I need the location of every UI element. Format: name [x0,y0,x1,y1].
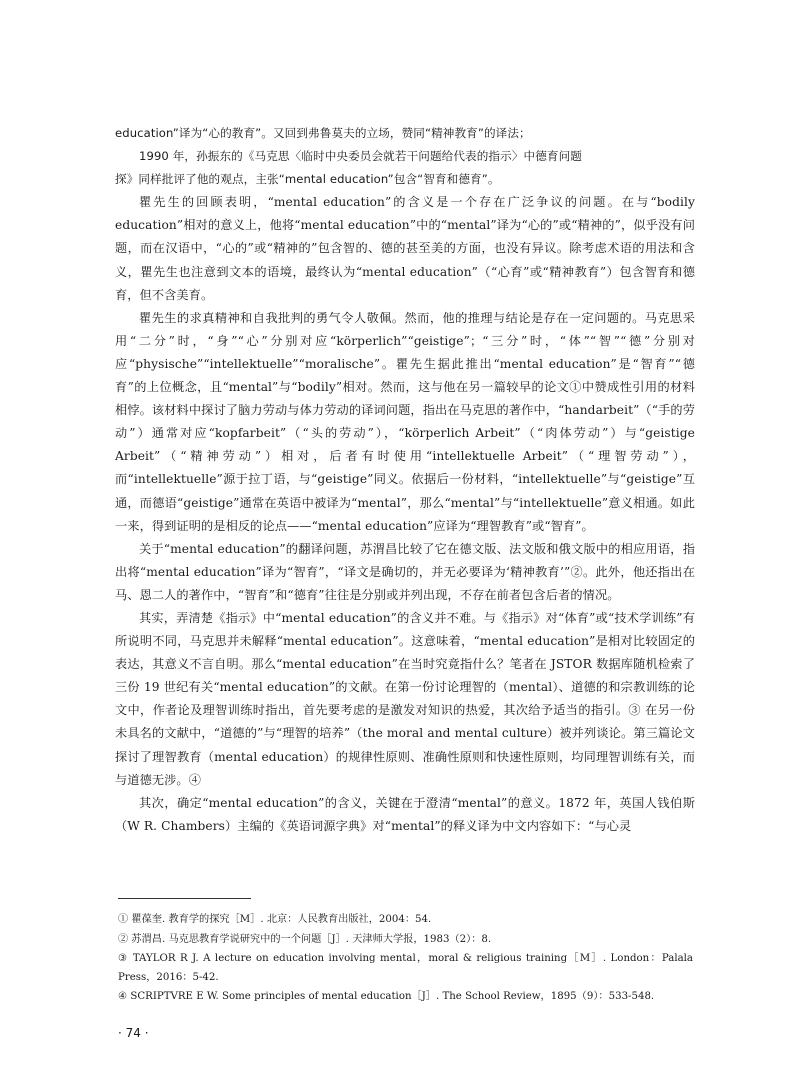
paragraph: 瞿先生的回顾表明，“mental education”的含义是一个存在广泛争议的问题。在与“bodily education”相对的意义上，他将“mental education”中的“mental”译为“心的”或“精神的”，似乎没有问题，而在汉语中，“心的”或“精神的”包含智的、德的甚至美的方面，也没有异议。除考虑术语的用法和含义，瞿先生也注意到文本的语境，最终认为“mental education”（“心育”或“精神教育”）包含智育和德育，但不含美育。 [115,195,695,302]
footnotes [118,898,693,1008]
footnote: ④ SCRIPTVRE E W. Some principles of mental education［J］. The School Review，1895（9）：533-548. [118,991,655,1002]
footnote-divider [118,898,251,899]
footnote: ① 瞿葆奎. 教育学的探究［M］. 北京：人民教育出版社，2004：54. [118,914,432,925]
footnote: ② 苏渭昌. 马克思教育学说研究中的一个问题［J］. 天津师大学报，1983（2）：8. [118,933,492,945]
quote-line: education”译为“心的教育”。又回到弗鲁莫夫的立场，赞同“精神教育”的译法； [115,126,531,140]
quote-line: 1990 年，孙振东的《马克思〈临时中央委员会就若干问题给代表的指示〉中德育问题 [139,149,582,164]
block-quote [115,122,695,191]
paragraph: 其次，确定“mental education”的含义，关键在于澄清“mental”的意义。1872 年，英国人钱伯斯（W R. Chambers）主编的《英语词源字典》对“mental”的释义译为中文内容如下：“与心灵 [115,795,695,833]
footnote: ③ TAYLOR R J. A lecture on education involving mental，moral & religious training［M］. London：Palala Press，2016：5-42. [118,953,693,983]
body-text [115,122,695,838]
quote-line: 探》同样批评了他的观点，主张“mental education”包含“智育和德育”。 [115,172,500,187]
page-number: · 74 · [118,1026,149,1040]
paragraph: 瞿先生的求真精神和自我批判的勇气令人敬佩。然而，他的推理与结论是存在一定问题的。马克思采用“二分”时，“身”“心”分别对应“körperlich”“geistige”；“三分”时，“体”“智”“德”分别对应“physische”“intellektuelle”“moralische”。瞿先生据此推出“mental education”是“智育”“德育”的上位概念，且“mental”与“bodily”相对。然而，这与他在另一篇较早的论文①中赞成性引用的材料相悖。该材料中探讨了脑力劳动与体力劳动的译词问题，指出在马克思的著作中，“handarbeit”（“手的劳动”）通常对应“kopfarbeit”（“头的劳动”），“körperlich Arbeit”（“肉体劳动”）与“geistige Arbeit”（“精神劳动”）相对，后者有时使用“intellektuelle Arbeit”（“理智劳动”），而“intellektuelle”源于拉丁语，与“geistige”同义。依据后一份材料，“intellektuelle”与“geistige”互通，而德语“geistige”通常在英语中被译为“mental”，那么“mental”与“intellektuelle”意义相通。如此一来，得到证明的是相反的论点——“mental education”应译为“理智教育”或“智育”。 [115,310,695,533]
paragraph: 其实，弄清楚《指示》中“mental education”的含义并不难。与《指示》对“体育”或“技术学训练”有所说明不同，马克思并未解释“mental education”。这意味着，“mental education”是相对比较固定的表达，其意义不言自明。那么“mental education”在当时究竟指什么？笔者在 JSTOR 数据库随机检索了三份 19 世纪有关“mental education”的文献。在第一份讨论理智的（mental）、道德的和宗教训练的论文中，作者论及理智训练时指出，首先要考虑的是激发对知识的热爱，其次给予适当的指引。③ 在另一份未具名的文献中，“道德的”与“理智的培养”（the moral and mental culture）被并列谈论。第三篇论文探讨了理智教育（mental education）的规律性原则、准确性原则和快速性原则，均同理智训练有关，而与道德无涉。④ [115,610,695,787]
paragraph: 关于“mental education”的翻译问题，苏渭昌比较了它在德文版、法文版和俄文版中的相应用语，指出将“mental education”译为“智育”，“译文是确切的，并无必要译为‘精神教育’”②。此外，他还指出在马、恩二人的著作中，“智育”和“德育”往往是分别或并列出现，不存在前者包含后者的情况。 [115,541,695,602]
